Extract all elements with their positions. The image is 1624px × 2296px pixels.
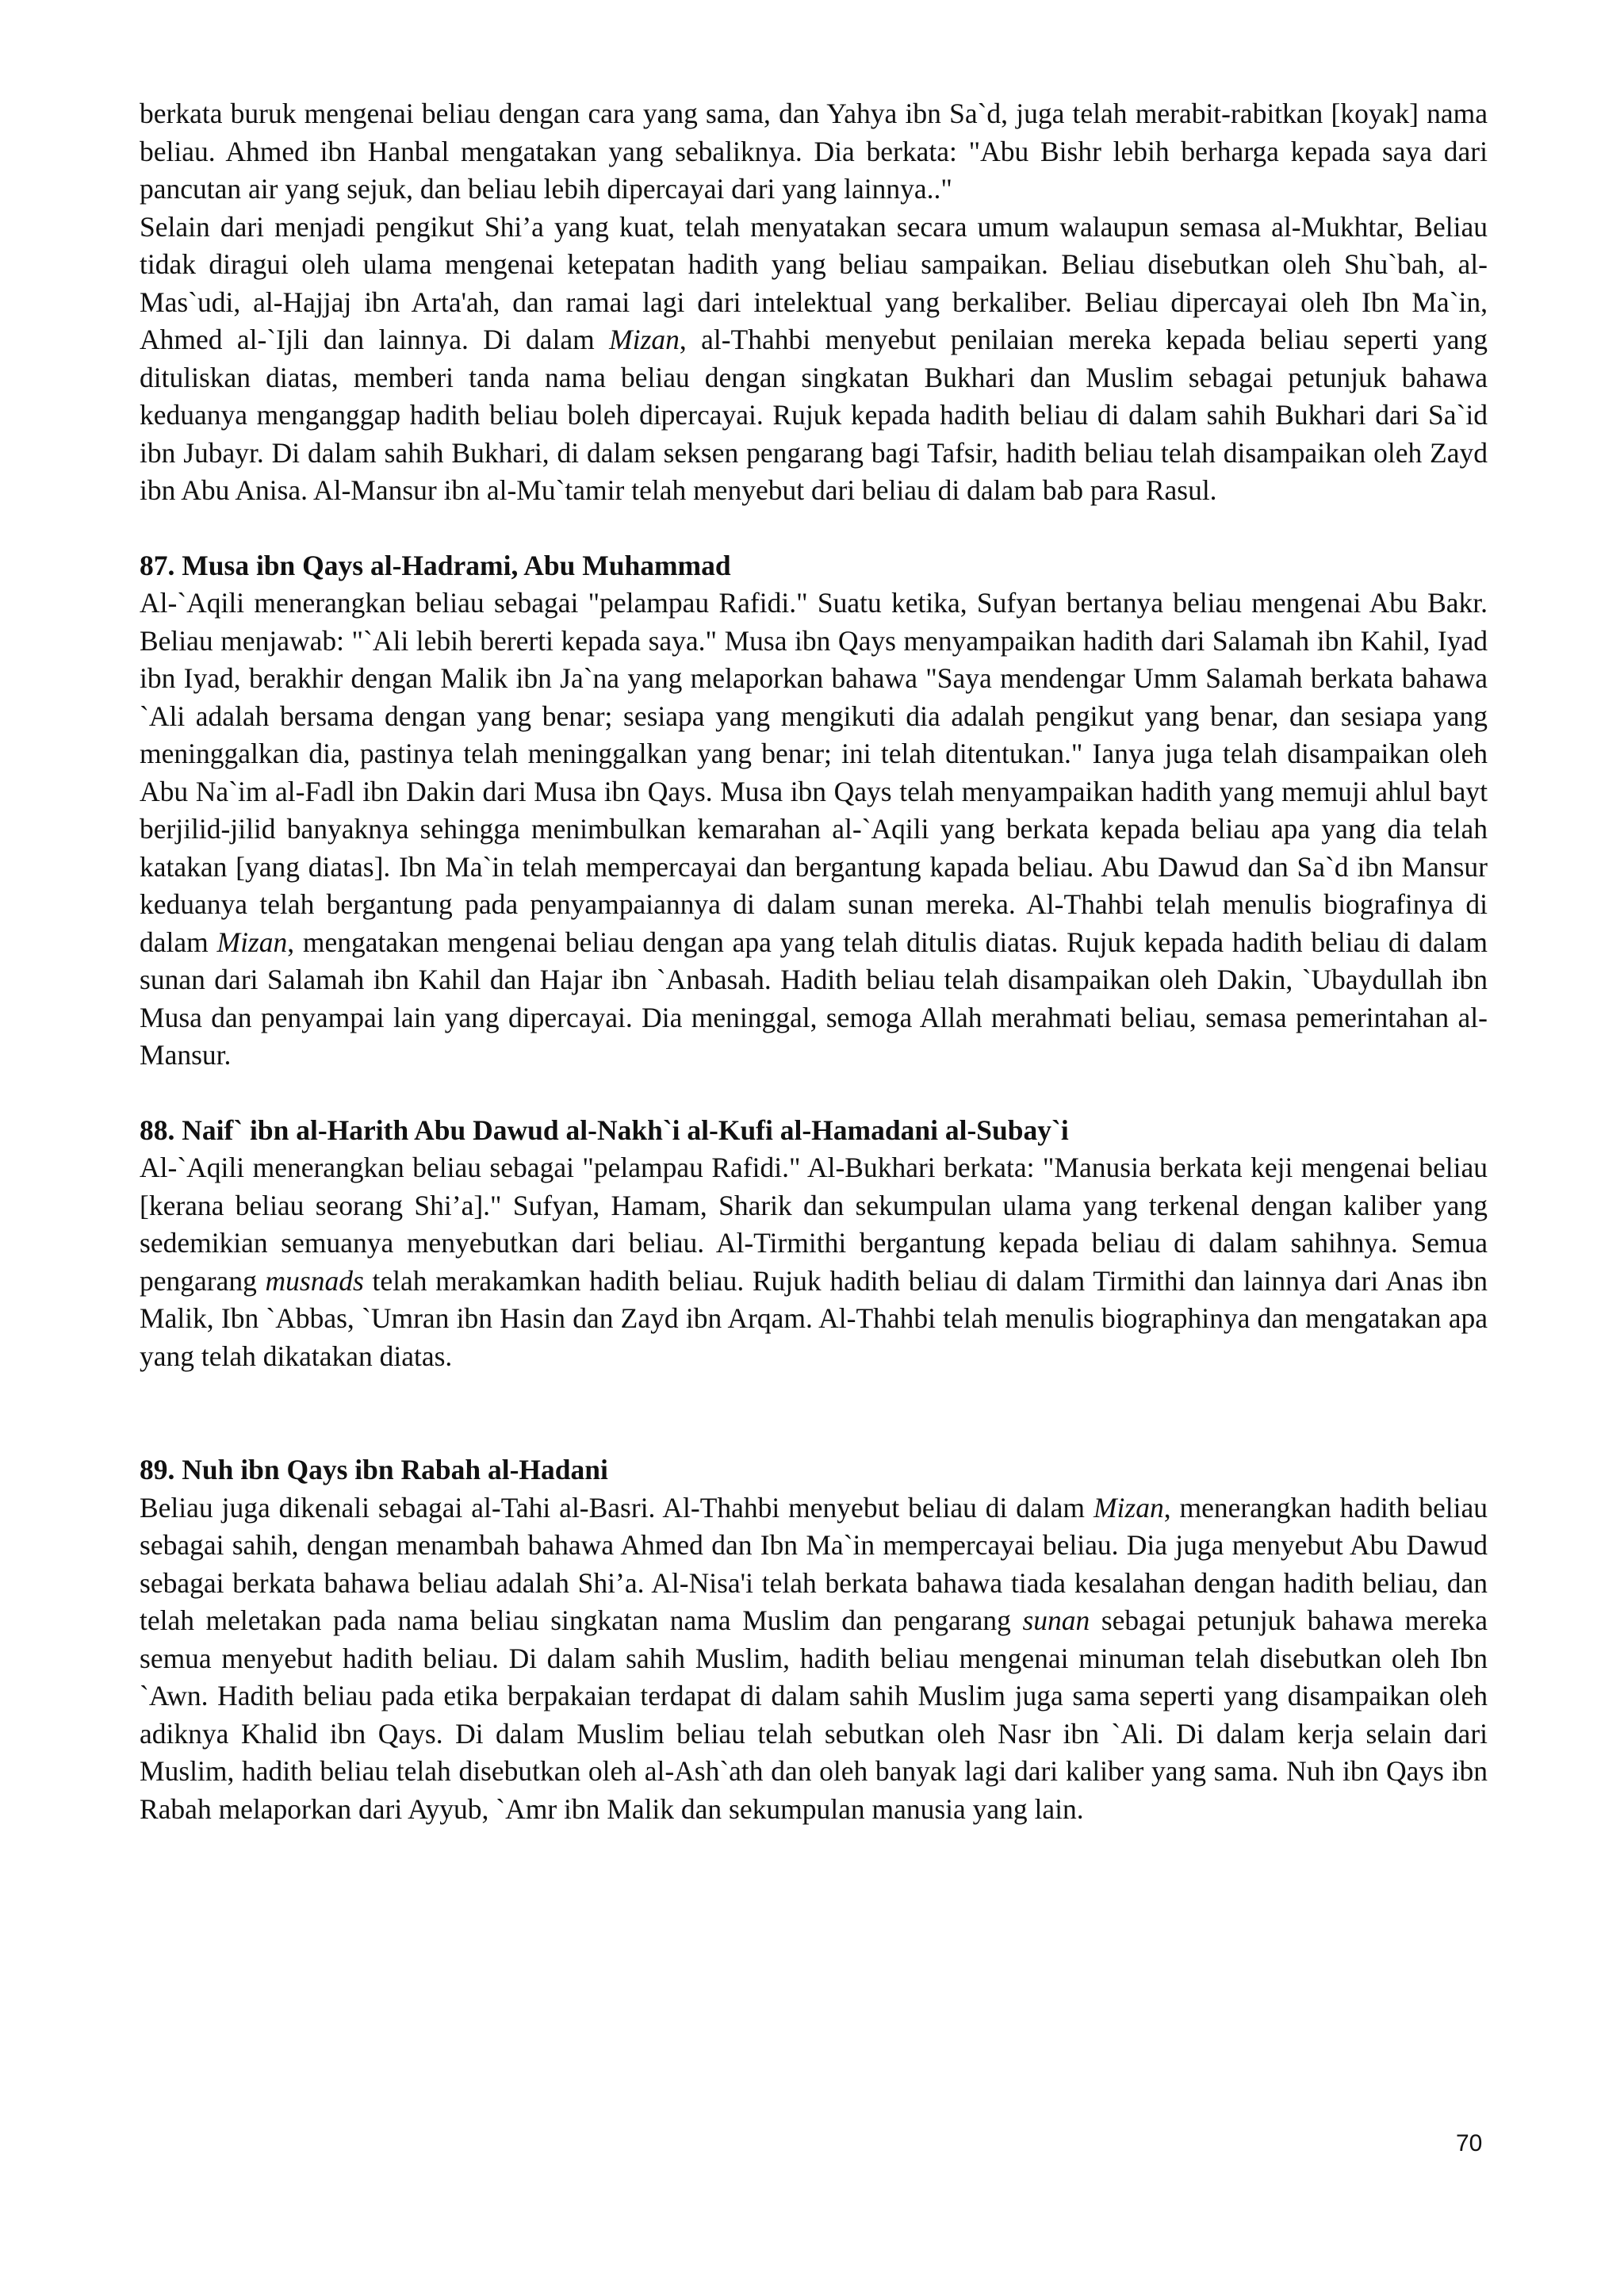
paragraph-text: Beliau juga dikenali sebagai al-Tahi al-Basri. Al-Thahbi menyebut beliau di dalam	[140, 1491, 1094, 1524]
document-page	[140, 95, 1488, 1828]
paragraph-text: , al-Thahbi menyebut penilaian mereka kepada beliau seperti yang dituliskan diatas, memberi tanda nama beliau dengan singkatan Bukhari dan Muslim sebagai petunjuk bahawa keduanya menganggap hadith beliau boleh dipercayai. Rujuk kepada hadith beliau di dalam sahih Bukhari dari Sa`id ibn Jubayr. Di dalam sahih Bukhari, di dalam seksen pengarang bagi Tafsir, hadith beliau telah disampaikan oleh Zayd ibn Abu Anisa. Al-Mansur ibn al-Mu`tamir telah menyebut dari beliau di dalam bab para Rasul.	[140, 324, 1488, 506]
italic-term: musnads	[265, 1264, 364, 1297]
italic-title: Mizan	[216, 926, 288, 958]
intro-paragraph-1	[140, 95, 1488, 209]
paragraph-text: , mengatakan mengenai beliau dengan apa yang telah ditulis diatas. Rujuk kepada hadith beliau di dalam sunan dari Salamah ibn Kahil dan Hajar ibn `Anbasah. Hadith beliau telah disampaikan oleh Dakin, `Ubaydullah ibn Musa dan penyampai lain yang dipercayai. Dia meninggal, semoga Allah merahmati beliau, semasa pemerintahan al-Mansur.	[140, 926, 1488, 1071]
paragraph-text: Al-`Aqili menerangkan beliau sebagai "pelampau Rafidi." Suatu ketika, Sufyan bertanya beliau mengenai Abu Bakr. Beliau menjawab: "`Ali lebih bererti kepada saya." Musa ibn Qays menyampaikan hadith dari Salamah ibn Kahil, Iyad ibn Iyad, berakhir dengan Malik ibn Ja`na yang melaporkan bahawa "Saya mendengar Umm Salamah berkata bahawa `Ali adalah bersama dengan yang benar; sesiapa yang mengikuti dia adalah pengikut yang benar, dan sesiapa yang meninggalkan dia, pastinya telah meninggalkan yang benar; ini telah ditentukan." Ianya juga telah disampaikan oleh Abu Na`im al-Fadl ibn Dakin dari Musa ibn Qays. Musa ibn Qays telah menyampaikan hadith yang memuji ahlul bayt berjilid-jilid banyaknya sehingga menimbulkan kemarahan al-`Aqili yang berkata kepada beliau apa yang dia telah katakan [yang diatas]. Ibn Ma`in telah mempercayai dan bergantung kapada beliau. Abu Dawud dan Sa`d ibn Mansur keduanya telah bergantung pada penyampaiannya di dalam sunan mereka. Al-Thahbi telah menulis biografinya di dalam	[140, 587, 1488, 958]
section-body	[140, 1489, 1488, 1829]
italic-title: Mizan	[1093, 1491, 1164, 1524]
paragraph-text: berkata buruk mengenai beliau dengan cara yang sama, dan Yahya ibn Sa`d, juga telah merabit-rabitkan [koyak] nama beliau. Ahmed ibn Hanbal mengatakan yang sebaliknya. Dia berkata: "Abu Bishr lebih berharga kepada saya dari pancutan air yang sejuk, dan beliau lebih dipercayai dari yang lainnya.."	[140, 98, 1488, 205]
section-89	[140, 1451, 1488, 1828]
page-number: 70	[1456, 2130, 1483, 2156]
section-87	[140, 547, 1488, 1075]
paragraph-text: Selain dari menjadi pengikut Shi’a yang kuat, telah menyatakan secara umum walaupun semasa al-Mukhtar, Beliau tidak diragui oleh ulama mengenai ketepatan hadith yang beliau sampaikan. Beliau disebutkan oleh Shu`bah, al-Mas`udi, al-Hajjaj ibn Arta'ah, dan ramai lagi dari intelektual yang berkaliber. Beliau dipercayai oleh Ibn Ma`in, Ahmed al-`Ijli dan lainnya. Di dalam	[140, 210, 1488, 355]
section-heading: 88. Naif` ibn al-Harith Abu Dawud al-Nakh`i al-Kufi al-Hamadani al-Subay`i	[140, 1114, 1069, 1146]
italic-term: sunan	[1022, 1604, 1090, 1636]
paragraph-text: , menerangkan hadith beliau sebagai sahih, dengan menambah bahawa Ahmed dan Ibn Ma`in mempercayai beliau. Dia juga menyebut Abu Dawud sebagai berkata bahawa beliau adalah Shi’a. Al-Nisa'i telah berkata bahawa tiada kesalahan dengan hadith beliau, dan telah meletakan pada nama beliau singkatan nama Muslim dan pengarang	[140, 1491, 1488, 1636]
section-heading: 89. Nuh ibn Qays ibn Rabah al-Hadani	[140, 1454, 608, 1485]
section-heading: 87. Musa ibn Qays al-Hadrami, Abu Muhammad	[140, 549, 731, 581]
section-body	[140, 585, 1488, 1075]
italic-title: Mizan	[609, 324, 680, 355]
intro-paragraph-2	[140, 209, 1488, 510]
paragraph-text: Al-`Aqili menerangkan beliau sebagai "pelampau Rafidi." Al-Bukhari berkata: "Manusia berkata keji mengenai beliau [kerana beliau seorang Shi’a]." Sufyan, Hamam, Sharik dan sekumpulan ulama yang terkenal dengan kaliber yang sedemikian semuanya menyebutkan dari beliau. Al-Tirmithi bergantung kepada beliau di dalam sahihnya. Semua pengarang	[140, 1152, 1488, 1297]
paragraph-text: telah merakamkan hadith beliau. Rujuk hadith beliau di dalam Tirmithi dan lainnya dari Anas ibn Malik, Ibn `Abbas, `Umran ibn Hasin dan Zayd ibn Arqam. Al-Thahbi telah menulis biographinya dan mengatakan apa yang telah dikatakan diatas.	[140, 1264, 1488, 1372]
section-88	[140, 1112, 1488, 1376]
section-body	[140, 1149, 1488, 1375]
paragraph-text: sebagai petunjuk bahawa mereka semua menyebut hadith beliau. Di dalam sahih Muslim, hadith beliau mengenai minuman telah disebutkan oleh Ibn `Awn. Hadith beliau pada etika berpakaian terdapat di dalam sahih Muslim juga sama seperti yang disampaikan oleh adiknya Khalid ibn Qays. Di dalam Muslim beliau telah sebutkan oleh Nasr ibn `Ali. Di dalam kerja selain dari Muslim, hadith beliau telah disebutkan oleh al-Ash`ath dan oleh banyak lagi dari kaliber yang sama. Nuh ibn Qays ibn Rabah melaporkan dari Ayyub, `Amr ibn Malik dan sekumpulan manusia yang lain.	[140, 1604, 1488, 1825]
